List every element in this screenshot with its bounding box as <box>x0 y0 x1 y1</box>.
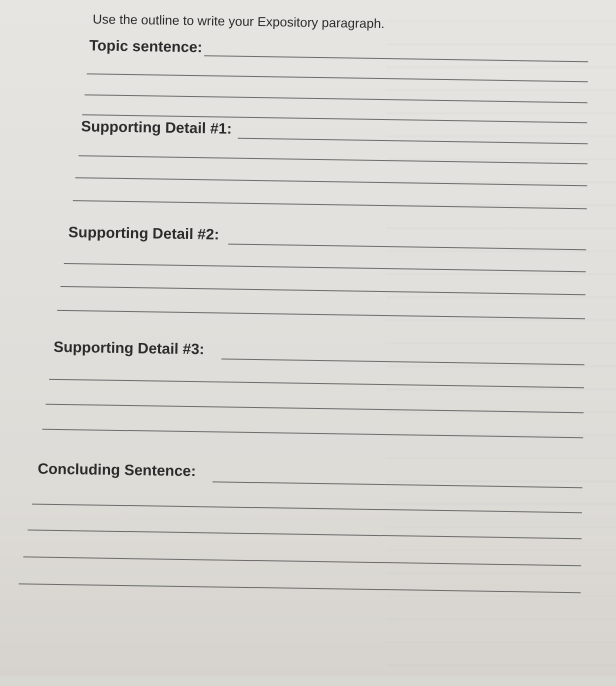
topic-sentence-line[interactable] <box>87 73 588 82</box>
concluding-sentence-line[interactable] <box>32 504 582 514</box>
topic-sentence-line[interactable] <box>85 94 588 103</box>
topic-sentence-line[interactable] <box>204 55 588 62</box>
concluding-sentence-line[interactable] <box>19 583 581 593</box>
concluding-sentence-line[interactable] <box>212 481 582 488</box>
concluding-sentence-line[interactable] <box>28 530 582 540</box>
supporting-detail-1-line[interactable] <box>73 200 587 209</box>
supporting-detail-2-label: Supporting Detail #2: <box>68 224 220 244</box>
supporting-detail-2-line[interactable] <box>60 286 585 295</box>
instructions-text: Use the outline to write your Expository paragraph. <box>92 11 385 32</box>
supporting-detail-1-line[interactable] <box>238 138 588 144</box>
topic-sentence-label: Topic sentence: <box>89 37 203 57</box>
supporting-detail-3-line[interactable] <box>46 404 584 413</box>
supporting-detail-1-label: Supporting Detail #1: <box>80 118 232 138</box>
supporting-detail-3-line[interactable] <box>221 359 584 366</box>
supporting-detail-1-line[interactable] <box>79 155 588 164</box>
supporting-detail-1-line[interactable] <box>75 177 587 186</box>
supporting-detail-3-line[interactable] <box>42 429 583 438</box>
concluding-sentence-line[interactable] <box>23 556 581 566</box>
supporting-detail-3-label: Supporting Detail #3: <box>53 338 205 359</box>
supporting-detail-2-line[interactable] <box>228 244 586 251</box>
supporting-detail-3-line[interactable] <box>49 379 584 388</box>
concluding-sentence-label: Concluding Sentence: <box>37 460 197 481</box>
supporting-detail-2-line[interactable] <box>57 310 585 319</box>
supporting-detail-2-line[interactable] <box>64 263 586 272</box>
